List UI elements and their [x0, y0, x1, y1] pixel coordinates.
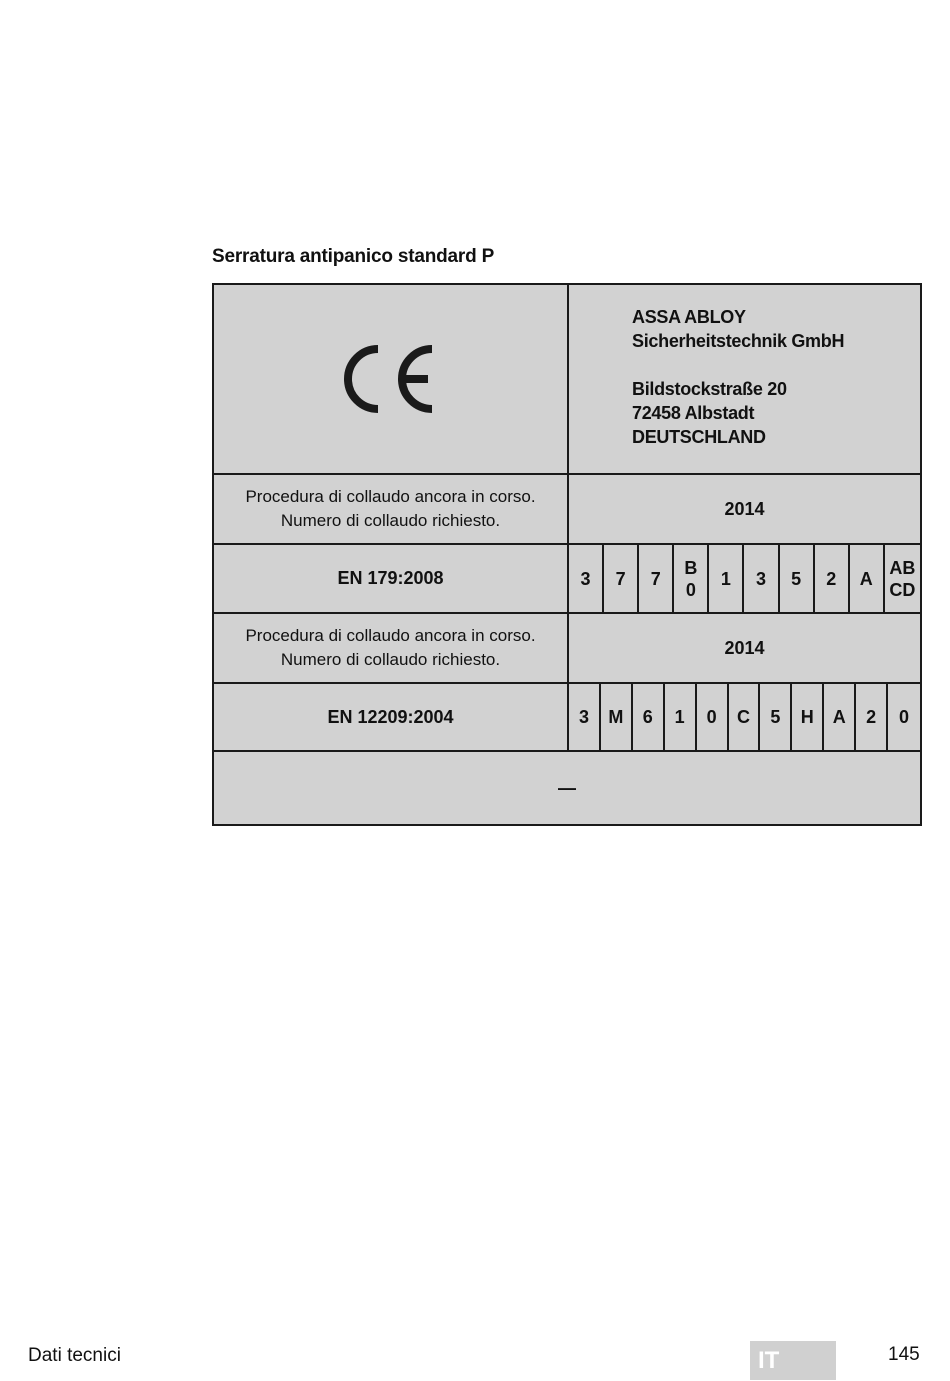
code-cell: 5 [760, 684, 792, 750]
product-label [212, 283, 922, 826]
code-cell: H [792, 684, 824, 750]
code-cell: B 0 [674, 545, 709, 612]
procedure-line: Numero di collaudo richiesto. [280, 511, 501, 530]
year: 2014 [724, 637, 765, 658]
page-number: 145 [888, 1344, 920, 1365]
code-cell: 7 [639, 545, 674, 612]
code-cell: 3 [569, 545, 604, 612]
procedure-line: Procedura di collaudo ancora in corso. [245, 487, 536, 506]
bottom-note: — [558, 777, 576, 798]
code-cell: AB CD [889, 557, 916, 600]
code-cell: 1 [709, 545, 744, 612]
page-title: Serratura antipanico standard P [212, 246, 495, 267]
language-badge: IT [750, 1341, 836, 1380]
manufacturer-address [632, 305, 844, 449]
address-line: DEUTSCHLAND [632, 427, 766, 447]
code-cell: 0 [697, 684, 729, 750]
code-cell: M [601, 684, 633, 750]
section-name: Dati tecnici [28, 1345, 121, 1366]
procedure-line: Procedura di collaudo ancora in corso. [245, 626, 536, 645]
code-cell: A [824, 684, 856, 750]
procedure-line: Numero di collaudo richiesto. [280, 650, 501, 669]
procedure-note [214, 614, 567, 682]
code-cell: 0 [899, 707, 910, 727]
address-line: Bildstockstraße 20 [632, 379, 787, 399]
code-cell: 2 [815, 545, 850, 612]
address-line: ASSA ABLOY [632, 307, 746, 327]
year: 2014 [724, 498, 765, 519]
address-line: 72458 Albstadt [632, 403, 755, 423]
code-cell: 2 [856, 684, 888, 750]
code-cell: 3 [744, 545, 779, 612]
ce-mark-icon [344, 345, 438, 413]
procedure-note [214, 475, 567, 543]
code-cell: 3 [569, 684, 601, 750]
code-cell: A [850, 545, 885, 612]
code-cell: 7 [604, 545, 639, 612]
code-cell: 5 [780, 545, 815, 612]
standard-label: EN 12209:2004 [327, 706, 454, 727]
classification-codes [569, 684, 920, 750]
code-cell: 6 [633, 684, 665, 750]
code-cell: C [729, 684, 761, 750]
code-cell: 1 [665, 684, 697, 750]
address-line: Sicherheitstechnik GmbH [632, 331, 845, 351]
standard-label: EN 179:2008 [337, 568, 444, 588]
classification-codes [569, 545, 920, 612]
